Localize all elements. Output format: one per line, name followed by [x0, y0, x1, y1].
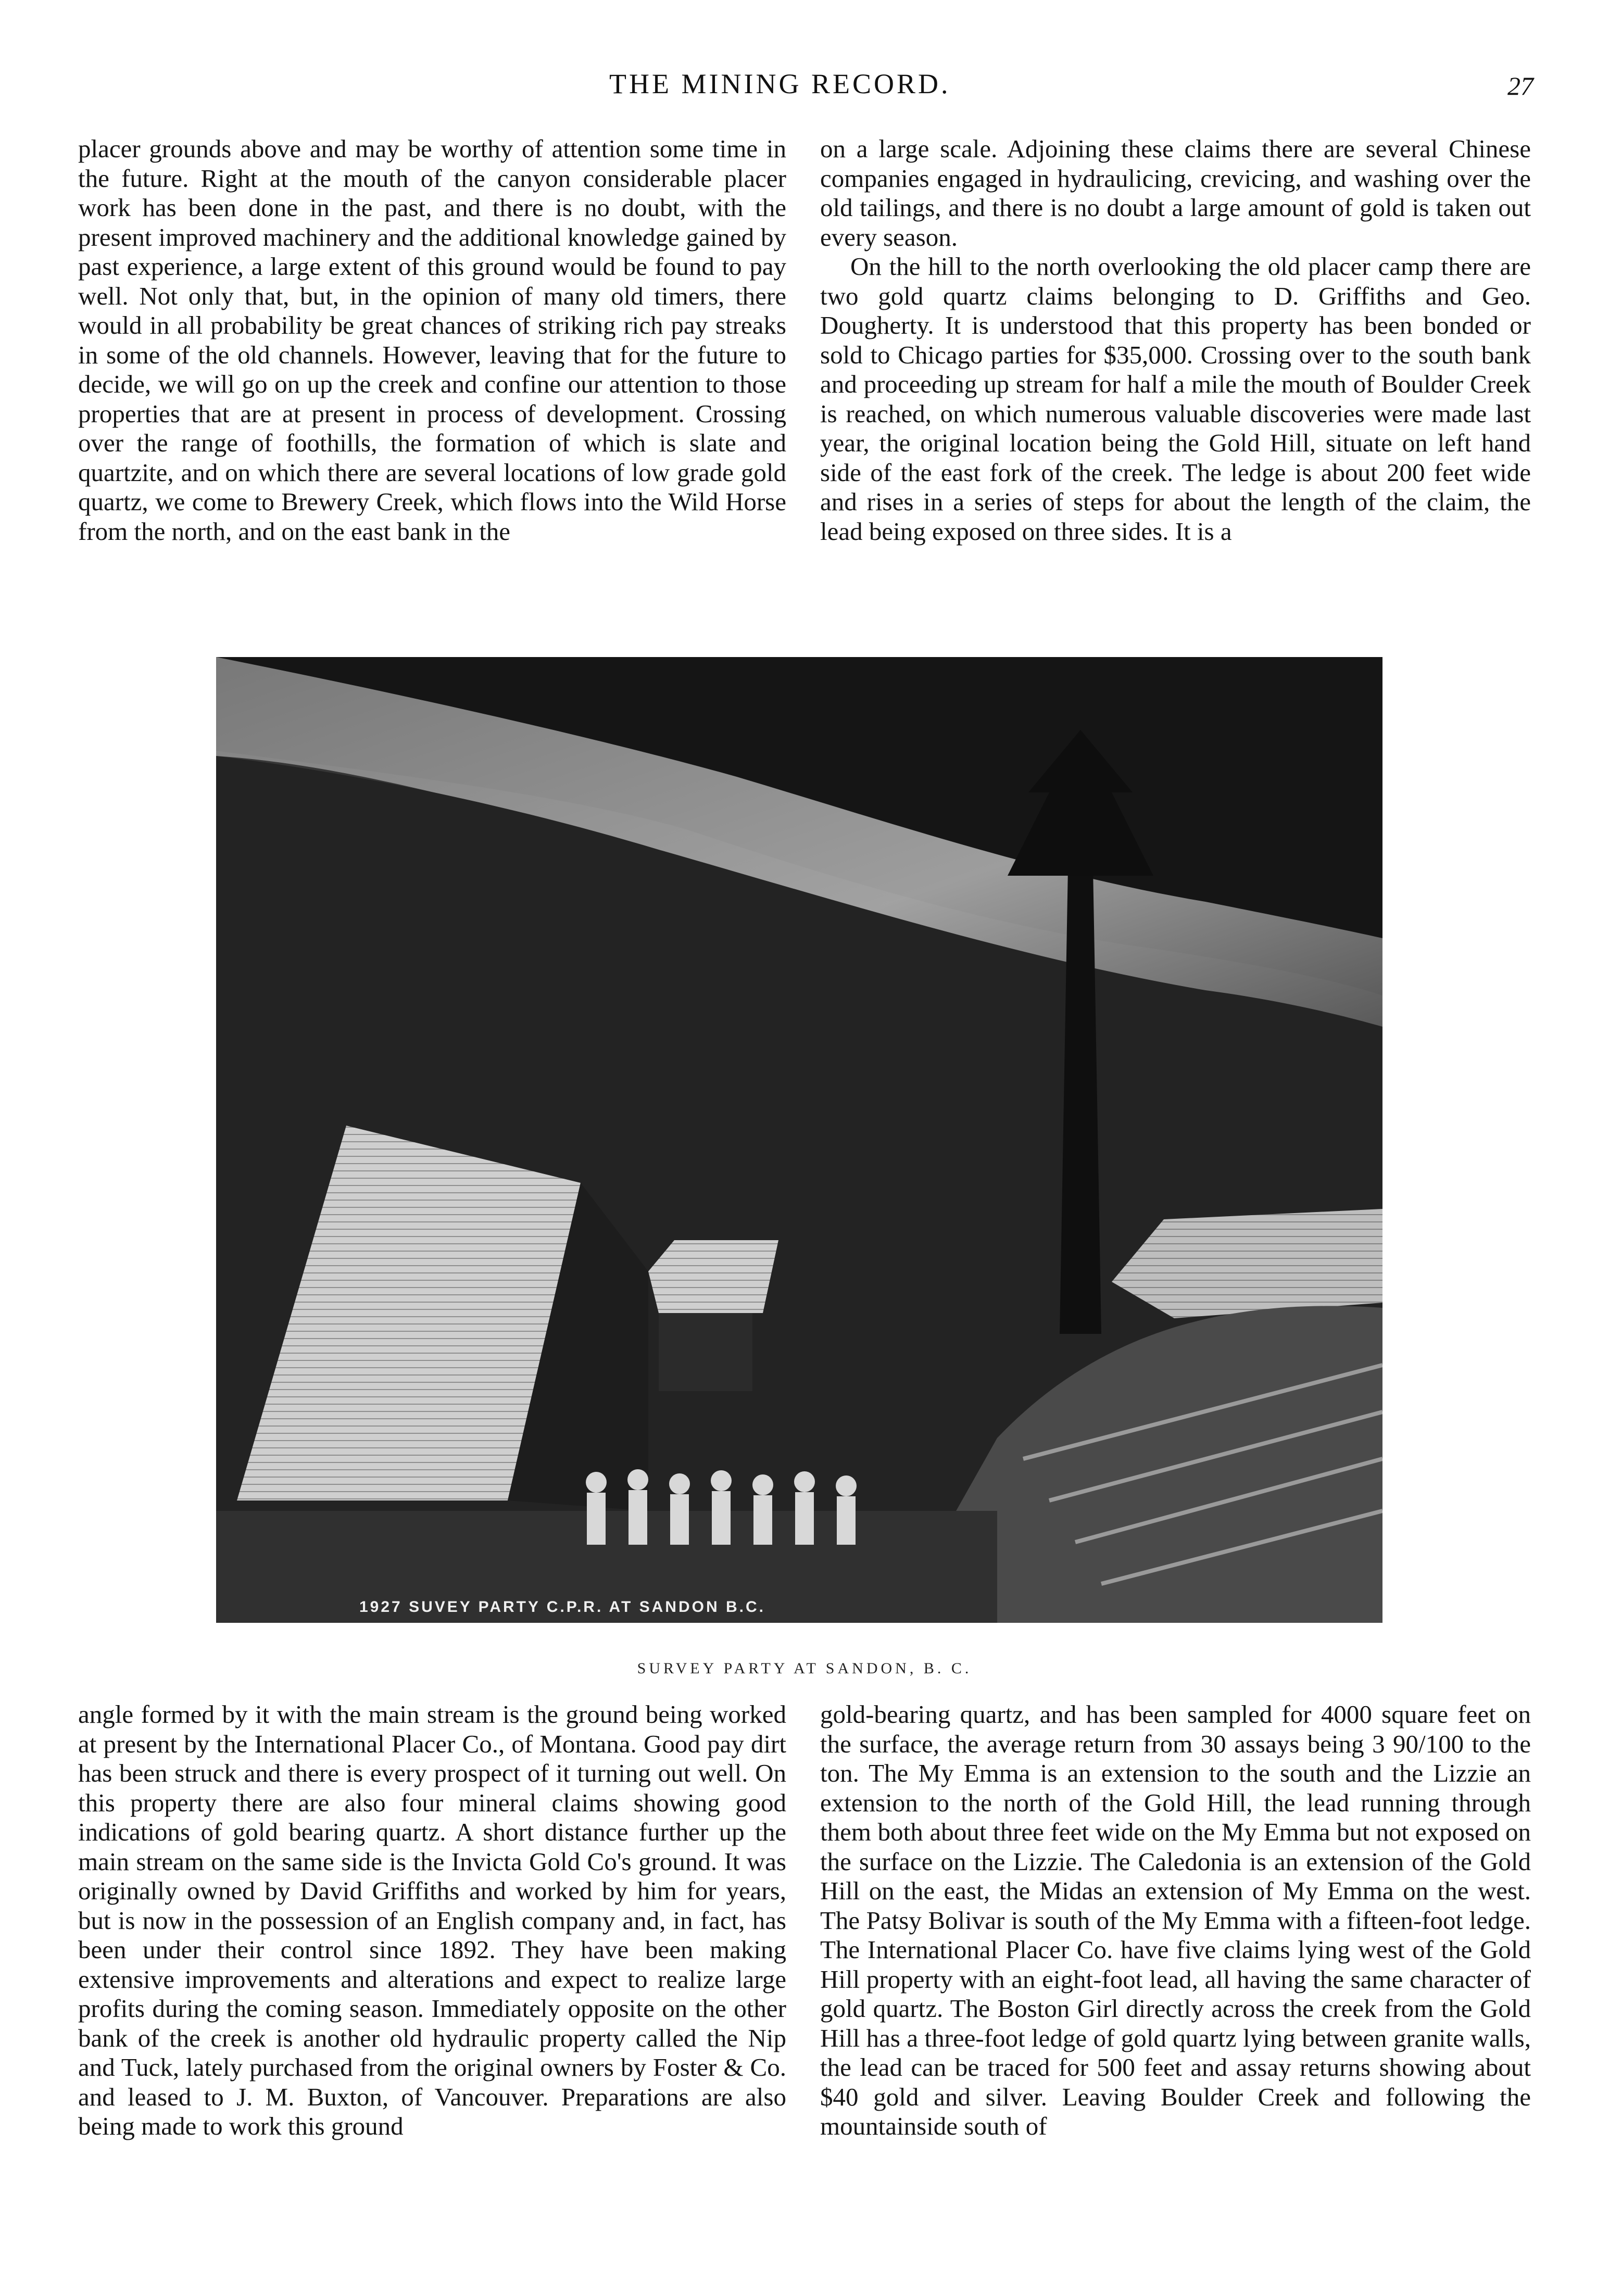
photo-caption: SURVEY PARTY AT SANDON, B. C.	[637, 1660, 972, 1677]
photo-illustration	[216, 657, 1382, 1623]
running-head	[0, 68, 1609, 109]
photo-plate-label: 1927 SUVEY PARTY C.P.R. AT SANDON B.C.	[359, 1598, 765, 1616]
paragraph: On the hill to the north overlooking the old placer camp there are two gold quartz claims belonging to D. Griffiths and Geo. Dougherty. It is understood that this property has been bonded or sold to Chicago parties for $35,000. Crossing over to the south bank and proceeding up stream for half a mile the mouth of Boulder Creek is reached, on which numerous valuable discoveries were made last year, the original location being the Gold Hill, situate on left hand side of the east fork of the creek. The ledge is about 200 feet wide and rises in a series of steps for about the length of the claim, the lead being exposed on three sides. It is a	[820, 252, 1531, 546]
paragraph: angle formed by it with the main stream is the ground being worked at present by the International Placer Co., of Montana. Good pay dirt has been struck and there is every prospect of it turning out well. On this property there are also four mineral claims showing good indications of gold bearing quartz. A short distance further up the main stream on the same side is the Invicta Gold Co's ground. It was originally owned by David Griffiths and worked by him for years, but is now in the possession of an English company and, in fact, has been under their control since 1892. They have been making extensive improvements and alterations and expect to realize large profits during the coming season. Immediately opposite on the other bank of the creek is another old hydraulic property called the Nip and Tuck, lately purchased from the original owners by Foster & Co. and leased to J. M. Buxton, of Vancouver. Preparations are also being made to work this ground	[78, 1700, 786, 2140]
top-right-column	[820, 134, 1531, 546]
bottom-left-column	[78, 1700, 786, 2141]
paragraph: placer grounds above and may be worthy of attention some time in the future. Right at the mouth of the canyon considerable placer work has been done in the past, and there is no doubt, with the present improved machinery and the additional knowledge gained by past experience, a large extent of this ground would be found to pay well. Not only that, but, in the opinion of many old timers, there would in all probability be great chances of striking rich pay streaks in some of the old channels. However, leaving that for the future to decide, we will go on up the creek and confine our attention to those properties that are at present in process of development. Crossing over the range of foothills, the formation of which is slate and quartzite, and on which there are several locations of low grade gold quartz, we come to Brewery Creek, which flows into the Wild Horse from the north, and on the east bank in the	[78, 134, 786, 546]
bottom-right-column	[820, 1700, 1531, 2141]
journal-title: THE MINING RECORD.	[609, 68, 951, 99]
cabin-roof-center	[648, 1240, 778, 1313]
top-left-column	[78, 134, 786, 546]
paragraph: on a large scale. Adjoining these claims there are several Chinese companies engaged in hydraulicing, crevicing, and washing over the old tailings, and there is no doubt a large amount of gold is taken out every season.	[820, 134, 1531, 251]
paragraph: gold-bearing quartz, and has been sampled for 4000 square feet on the surface, the average return from 30 assays being 3 90/100 to the ton. The My Emma is an extension to the south and the Lizzie an extension to the north of the Gold Hill, the lead running through them both about three feet wide on the My Emma but not exposed on the surface on the Lizzie. The Caledonia is an extension of the Gold Hill on the east, the Midas an extension of My Emma on the west. The Patsy Bolivar is south of the My Emma with a fifteen-foot ledge. The International Placer Co. have five claims lying west of the Gold Hill property with an eight-foot lead, all having the same character of gold quartz. The Boston Girl directly across the creek from the Gold Hill has a three-foot ledge of gold quartz lying between granite walls, the lead can be traced for 500 feet and assay returns showing about $40 gold and silver. Leaving Boulder Creek and following the mountainside south of	[820, 1700, 1531, 2140]
page-number: 27	[1507, 71, 1533, 100]
cabin-wall-center	[659, 1313, 752, 1391]
survey-party-photo	[216, 657, 1382, 1623]
